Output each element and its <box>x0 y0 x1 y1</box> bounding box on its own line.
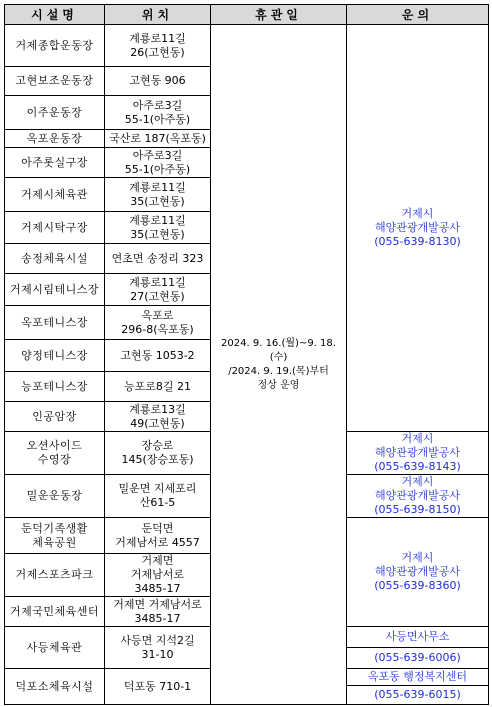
facility-name: 거제시림테니스장 <box>5 274 105 306</box>
facility-name: 아주롯실구장 <box>5 148 105 178</box>
contact-tourism-corp-8130: 거제시 해양관광개발공사 (055-639-8130) <box>347 25 489 432</box>
facility-name: 양정테니스장 <box>5 340 105 372</box>
facility-location: 계룡로11길 26(고현동) <box>105 25 211 67</box>
facility-name: 거제종합운동장 <box>5 25 105 67</box>
table-row <box>5 25 489 67</box>
facility-location: 밀운면 지세포리 산61-5 <box>105 475 211 518</box>
contact-office-phone: (055-639-6015) <box>374 688 461 701</box>
facility-location: 장승로 145(장승포동) <box>105 432 211 475</box>
facility-location: 아주로3길 55-1(아주동) <box>105 148 211 178</box>
facility-name: 고현보조운동장 <box>5 67 105 96</box>
contact-tourism-corp-8360: 거제시 해양관광개발공사 (055-639-8360) <box>347 518 489 627</box>
header-facility: 시설명 <box>5 5 105 25</box>
facility-location: 덕포동 710-1 <box>105 669 211 705</box>
facility-location: 고현동 906 <box>105 67 211 96</box>
facility-name: 밀운운동장 <box>5 475 105 518</box>
contact-okpo-center <box>347 669 489 705</box>
facility-name: 거제시체육관 <box>5 178 105 212</box>
facility-location: 아주로3길 55-1(아주동) <box>105 96 211 130</box>
contact-sadeung-office <box>347 627 489 669</box>
facility-location: 둔덕면 거제남서로 4557 <box>105 518 211 554</box>
facility-name: 인공암장 <box>5 402 105 432</box>
facility-closure-table <box>4 4 489 705</box>
facility-name: 능포테니스장 <box>5 372 105 402</box>
facility-location: 거제면 거제남서로 3485-17 <box>105 597 211 627</box>
contact-tourism-corp-8143: 거제시 해양관광개발공사 (055-639-8143) <box>347 432 489 475</box>
facility-location: 거제면 거제남서로 3485-17 <box>105 554 211 597</box>
facility-name: 덕포소체육시설 <box>5 669 105 705</box>
facility-name: 거제시탁구장 <box>5 212 105 244</box>
table-header-row <box>5 5 489 25</box>
facility-name: 거제국민체육센터 <box>5 597 105 627</box>
facility-name: 송정체육시설 <box>5 244 105 274</box>
closure-period: 2024. 9. 16.(월)~9. 18.(수) /2024. 9. 19.(목)부터 정상 운영 <box>211 25 347 705</box>
facility-name: 옥포테니스장 <box>5 306 105 340</box>
facility-location: 국산로 187(옥포동) <box>105 130 211 148</box>
facility-location: 능포로8길 21 <box>105 372 211 402</box>
facility-location: 계룡로11길 27(고현동) <box>105 274 211 306</box>
facility-location: 사등면 지석2길 31-10 <box>105 627 211 669</box>
facility-location: 계룡로11길 35(고현동) <box>105 178 211 212</box>
facility-name: 오션사이드 수영장 <box>5 432 105 475</box>
facility-name: 이주운동장 <box>5 96 105 130</box>
facility-location: 계룡로11길 35(고현동) <box>105 212 211 244</box>
contact-office-name: 사등면사무소 <box>347 627 488 648</box>
facility-location: 계룡로13길 49(고현동) <box>105 402 211 432</box>
contact-tourism-corp-8150: 거제시 해양관광개발공사 (055-639-8150) <box>347 475 489 518</box>
contact-office-phone: (055-639-6006) <box>374 651 461 664</box>
facility-location: 연초면 송정리 323 <box>105 244 211 274</box>
facility-name: 옥포운동장 <box>5 130 105 148</box>
header-location: 위치 <box>105 5 211 25</box>
header-closure-day: 휴관일 <box>211 5 347 25</box>
facility-name: 사등체육관 <box>5 627 105 669</box>
header-contact: 운의 <box>347 5 489 25</box>
facility-name: 거제스포츠파크 <box>5 554 105 597</box>
facility-name: 둔덕기족생활 체육공원 <box>5 518 105 554</box>
facility-location: 고현동 1053-2 <box>105 340 211 372</box>
contact-office-name: 옥포동 행정복지센터 <box>347 669 488 686</box>
facility-location: 옥포로 296-8(옥포동) <box>105 306 211 340</box>
